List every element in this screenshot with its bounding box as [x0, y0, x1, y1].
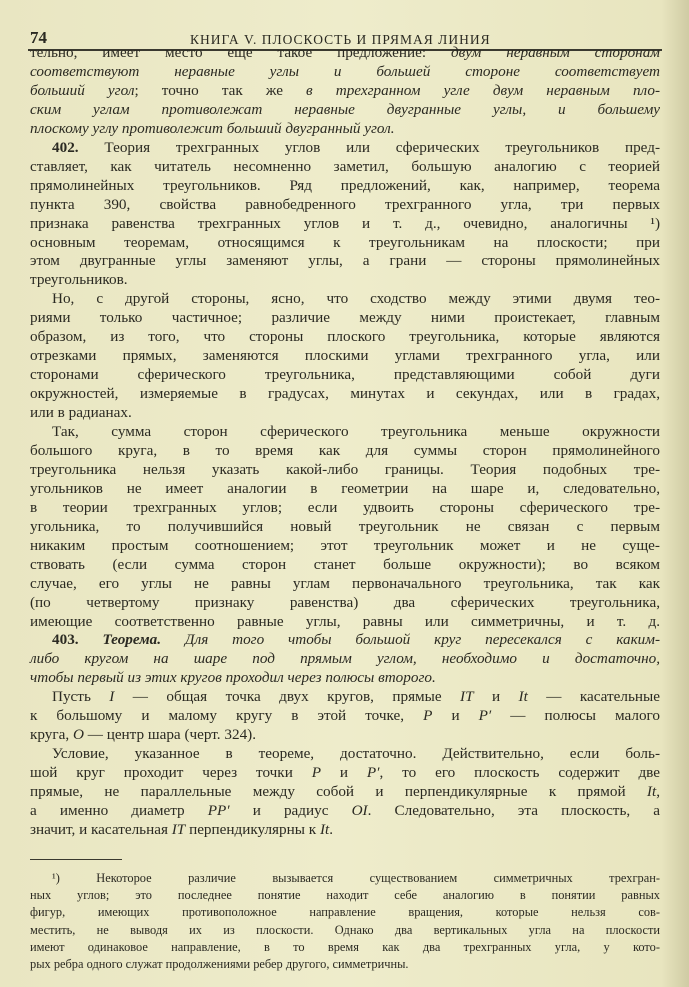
text-line: [30, 687, 660, 706]
text-line: [30, 346, 660, 365]
text-run: ¹) Некоторое различие вызывается существованием симметричных трехгран-: [52, 871, 660, 885]
italic-text: чтобы первый из этих кругов проходил через полюсы второго.: [30, 669, 436, 687]
italic-text: либо кругом на шаре под прямым углом, необходимо и достаточно,: [30, 650, 660, 668]
footnote-line: [30, 922, 660, 939]
italic-text: P: [311, 764, 321, 782]
text-line: [30, 460, 660, 479]
text-run: и радиус: [229, 802, 352, 819]
text-line: [30, 119, 660, 138]
text-run: (по четвертому признаку равенства) два сферических треугольника,: [30, 593, 660, 611]
text-line: [30, 308, 660, 327]
text-line: [30, 555, 660, 574]
text-line: [30, 820, 660, 839]
italic-text: соответствуют неравные углы и большей стороне соответствует: [30, 62, 660, 80]
text-run: риями только частичное; различие между ними проистекает, главным: [30, 309, 660, 327]
text-run: — центр шара (черт. 324).: [83, 726, 257, 744]
text-line: [30, 176, 660, 195]
text-line: [30, 612, 660, 631]
italic-text: P: [423, 707, 433, 725]
text-run: пункта 390, свойства равнобедренного трехгранного угла, три первых: [30, 195, 660, 213]
text-run: Теория трехгранных углов или сферических треугольников пред-: [78, 138, 660, 156]
italic-text: P′: [366, 764, 380, 782]
text-run: а именно диаметр: [30, 802, 208, 819]
text-run: угольников не имеет аналогии в геометрии на шаре и, следовательно,: [30, 479, 660, 497]
text-run: прямолинейных треугольников. Ряд предложений, как, например, теорема: [30, 176, 660, 194]
text-line: [30, 801, 660, 820]
text-line: [30, 536, 660, 555]
text-run: большого круга, в то время как для суммы сторон прямолинейного: [30, 441, 660, 459]
text-line: [30, 668, 660, 687]
italic-text: IT: [460, 688, 474, 706]
text-run: , то его плоскость содержит две: [379, 764, 660, 782]
italic-text: Теорема.: [102, 631, 162, 649]
text-line: [30, 782, 660, 801]
footnote-rule: [30, 859, 122, 860]
text-line: [30, 365, 660, 384]
text-line: [30, 43, 660, 62]
text-line: [30, 251, 660, 270]
text-run: имеют одинаковое направление, в то время как два трехгранных угла, у кото-: [30, 939, 660, 954]
text-line: [30, 422, 660, 441]
text-run: — полюсы малого: [491, 707, 660, 725]
text-run: или в радианах.: [30, 404, 132, 422]
italic-text: плоскому углу противолежит больший двугранный угол.: [30, 119, 395, 137]
bold-text: 402.: [52, 138, 79, 156]
text-run: окружностей, измеряемые в градусах, минутах и секундах, или в градах,: [30, 385, 660, 403]
footnote-line: [30, 870, 660, 887]
text-line: [30, 81, 660, 100]
italic-text: I: [109, 688, 115, 706]
italic-text: PP′: [207, 802, 230, 819]
text-line: [30, 441, 660, 460]
text-run: перпендикулярны к: [185, 820, 320, 838]
text-run: и: [320, 764, 367, 782]
italic-text: IT: [171, 820, 186, 838]
text-line: [30, 138, 660, 157]
text-run: ствовать (если сумма сторон станет больше окружности); во всяком: [30, 555, 660, 573]
text-run: прямые, не параллельные между собой и перпендикулярные к прямой: [30, 783, 647, 801]
text-line: [30, 574, 660, 593]
text-line: [30, 517, 660, 536]
text-run: местить, не выводя их из плоскости. Однако два вертикальных угла на плоскости: [30, 922, 660, 937]
text-line: [30, 498, 660, 517]
text-line: [30, 649, 660, 668]
text-run: тельно, имеет место еще такое предложение:: [30, 44, 451, 61]
footnote-line: [30, 887, 660, 904]
text-run: имеющие соответственно равные углы, равны или симметричны, и т. д.: [30, 612, 660, 630]
text-run: ставляет, как читатель несомненно заметил, большую аналогию с теорией: [30, 157, 660, 175]
text-run: основным теоремам, относящимся к треугольникам на плоскости; при: [30, 233, 660, 251]
italic-text: OI: [351, 802, 368, 819]
text-run: признака равенства трехгранных углов и т. д., очевидно, аналогичны ¹): [30, 214, 660, 232]
text-run: рых ребра одного служат продолжениями ребер другого, симметричны.: [30, 957, 409, 971]
text-line: [30, 327, 660, 346]
italic-text: в трехгранном угле двум неравным пло-: [306, 81, 661, 99]
text-run: ных углов; это последнее понятие находит себе аналогию в понятии равных: [30, 888, 660, 903]
text-line: [30, 725, 660, 744]
italic-text: It: [646, 783, 657, 801]
page-number: 74: [30, 28, 47, 47]
italic-text: ским углам противолежат неравные двугранные углы, и большему: [30, 100, 660, 118]
text-line: [30, 195, 660, 214]
text-run: ; точно так же: [134, 81, 307, 99]
text-run: отрезками прямых, заменяются плоскими углами трехгранного угла, или: [30, 347, 660, 365]
text-run: никаким простым соотношением; этот треугольник может и не суще-: [30, 536, 660, 554]
text-line: [30, 289, 660, 308]
text-line: [30, 403, 660, 422]
text-run: случае, его углы не равны углам первоначального треугольника, так как: [30, 574, 660, 592]
bold-text: 403.: [52, 631, 79, 649]
italic-text: двум неравным сторонам: [451, 44, 660, 61]
text-run: значит, и касательная: [30, 820, 172, 838]
text-line: [30, 384, 660, 403]
text-run: треугольника нельзя указать какой-либо границы. Теория подобных тре-: [30, 460, 660, 478]
italic-text: O: [72, 726, 84, 744]
text-run: в теории трехгранных углов; если удвоить стороны сферического тре-: [30, 498, 660, 516]
italic-text: It: [518, 688, 528, 706]
text-run: [161, 631, 185, 648]
text-run: Но, с другой стороны, ясно, что сходство между этими двумя тео-: [52, 290, 660, 308]
text-run: . Следовательно, эта плоскость, а: [367, 802, 661, 819]
text-run: [79, 631, 103, 648]
text-run: Условие, указанное в теореме, достаточно. Действительно, если боль-: [52, 745, 660, 763]
text-line: [30, 593, 660, 612]
text-run: .: [329, 820, 334, 838]
text-run: Так, сумма сторон сферического треугольника меньше окружности: [52, 423, 660, 440]
footnote-line: [30, 939, 660, 956]
text-line: [30, 157, 660, 176]
text-line: [30, 630, 660, 649]
text-line: [30, 233, 660, 252]
text-run: — общая точка двух кругов, прямые: [114, 688, 461, 706]
text-line: [30, 100, 660, 119]
text-line: [30, 744, 660, 763]
italic-text: It: [319, 820, 330, 838]
text-line: [30, 763, 660, 782]
text-run: и: [473, 688, 519, 706]
text-run: и: [432, 707, 479, 725]
text-line: [30, 706, 660, 725]
text-run: — касательные: [527, 688, 660, 706]
text-run: образом, из того, что стороны плоского треугольника, которые являются: [30, 328, 660, 346]
footnote-line: [30, 956, 660, 973]
text-run: к большому и малому кругу в этой точке,: [30, 707, 424, 725]
running-title: КНИГА V. ПЛОСКОСТЬ И ПРЯМАЯ ЛИНИЯ: [190, 32, 491, 47]
text-run: треугольников.: [30, 271, 128, 289]
text-line: [30, 270, 660, 289]
italic-text: P′: [478, 707, 492, 725]
text-line: [30, 214, 660, 233]
text-run: сторонами сферического треугольника, представляющими собой дуги: [30, 366, 660, 384]
footnote-line: [30, 904, 660, 921]
text-run: круга,: [30, 726, 73, 744]
italic-text: Для того чтобы большой круг пересекался с каким-: [184, 631, 661, 649]
text-run: угольника, то получившийся новый треугольник не связан с первым: [30, 517, 660, 535]
text-line: [30, 62, 660, 81]
text-run: этом двугранные углы заменяют углы, а грани — стороны прямолинейных: [30, 252, 660, 270]
text-run: фигур, имеющих противоположное направление вращения, которые нельзя сов-: [30, 905, 660, 920]
text-line: [30, 479, 660, 498]
text-run: ,: [656, 783, 660, 801]
text-run: Пусть: [52, 688, 110, 706]
italic-text: больший угол: [30, 81, 135, 99]
text-run: шой круг проходит через точки: [30, 764, 312, 782]
